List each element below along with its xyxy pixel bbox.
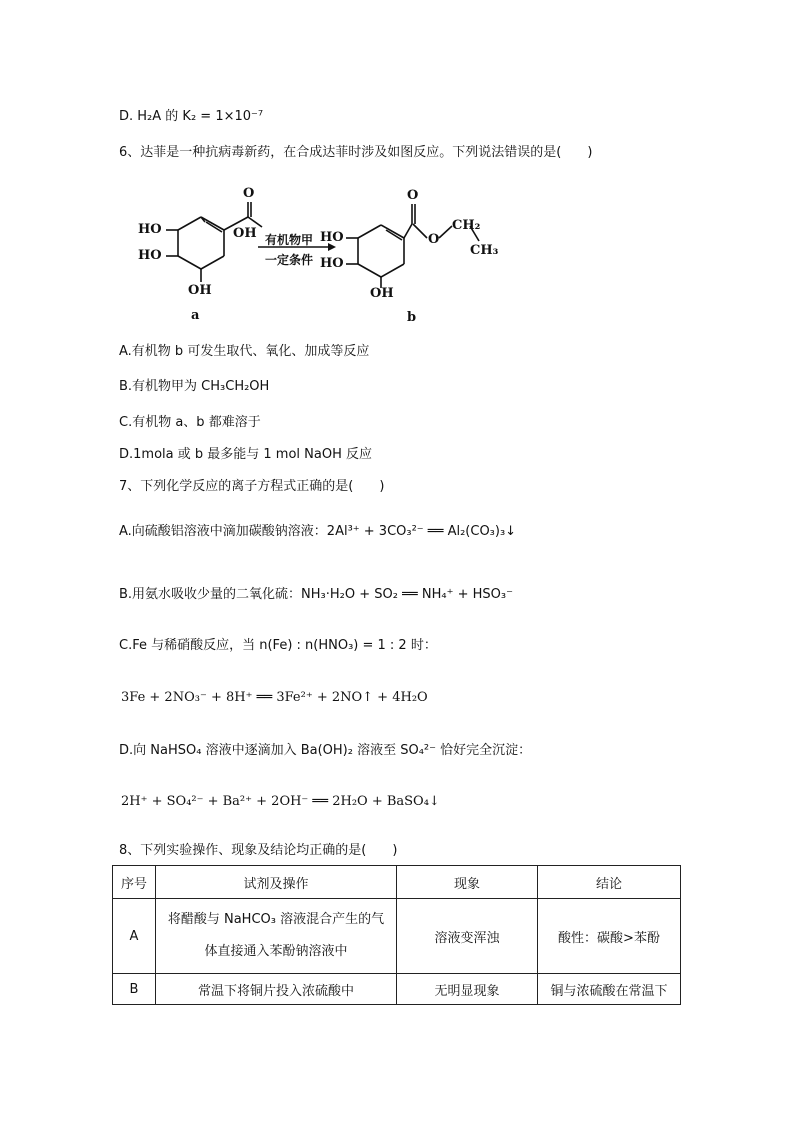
q7-option-a: A.向硫酸铝溶液中滴加碳酸钠溶液：2Al³⁺ + 3CO₃²⁻ ══ Al₂(CO₃)₃↓ xyxy=(119,524,517,539)
q7-option-c-equation: 3Fe + 2NO₃⁻ + 8H⁺ ══ 3Fe²⁺ + 2NO↑ + 4H₂O xyxy=(121,690,428,705)
q6-option-c: C.有机物 a、b 都难溶于 xyxy=(119,415,261,430)
row-conclusion: 铜与浓硫酸在常温下 xyxy=(538,974,681,1005)
reaction-scheme xyxy=(130,180,510,330)
q6-option-a: A.有机物 b 可发生取代、氧化、加成等反应 xyxy=(119,344,370,359)
b-ch2: CH₂ xyxy=(452,218,481,233)
b-ester-o: O xyxy=(428,232,440,247)
compound-b-label: b xyxy=(407,310,417,325)
table-row xyxy=(113,899,681,974)
option-d-ka2: D. H₂A 的 K₂ = 1×10⁻⁷ xyxy=(119,109,264,124)
reaction-scheme-bonds xyxy=(130,180,510,330)
a-carbonyl-o: O xyxy=(243,186,255,201)
b-ch3: CH₃ xyxy=(470,243,499,258)
a-ho-middle: HO xyxy=(138,248,162,263)
a-carboxyl-oh: OH xyxy=(233,226,257,241)
row-id: A xyxy=(113,899,156,974)
reagent-bottom-label: 一定条件 xyxy=(265,253,314,267)
header-id: 序号 xyxy=(113,866,156,899)
a-oh-bottom: OH xyxy=(188,283,212,298)
question-6-stem: 6、达菲是一种抗病毒新药，在合成达菲时涉及如图反应。下列说法错误的是( ) xyxy=(119,145,593,160)
q7-option-c: C.Fe 与稀硝酸反应，当 n(Fe) : n(HNO₃) = 1 : 2 时： xyxy=(119,638,437,653)
header-conclusion: 结论 xyxy=(538,866,681,899)
experiment-table xyxy=(112,865,681,1005)
q7-option-d-equation: 2H⁺ + SO₄²⁻ + Ba²⁺ + 2OH⁻ ══ 2H₂O + BaSO₄↓ xyxy=(121,794,440,809)
header-phenomenon: 现象 xyxy=(397,866,538,899)
a-ho-top: HO xyxy=(138,222,162,237)
q7-option-b: B.用氨水吸收少量的二氧化硫：NH₃·H₂O + SO₂ ══ NH₄⁺ + HSO₃⁻ xyxy=(119,587,513,602)
question-7-stem: 7、下列化学反应的离子方程式正确的是( ) xyxy=(119,479,385,494)
reagent-top-label: 有机物甲 xyxy=(265,233,314,247)
row-phenomenon: 无明显现象 xyxy=(397,974,538,1005)
row-operation xyxy=(156,899,397,974)
row-id: B xyxy=(113,974,156,1005)
row-operation: 常温下将铜片投入浓硫酸中 xyxy=(156,974,397,1005)
row-conclusion: 酸性：碳酸>苯酚 xyxy=(538,899,681,974)
q6-option-d: D.1mola 或 b 最多能与 1 mol NaOH 反应 xyxy=(119,447,372,462)
header-operation: 试剂及操作 xyxy=(156,866,397,899)
b-ho-top: HO xyxy=(320,230,344,245)
b-ho-middle: HO xyxy=(320,256,344,271)
b-oh-bottom: OH xyxy=(370,286,394,301)
question-8-stem: 8、下列实验操作、现象及结论均正确的是( ) xyxy=(119,843,398,858)
q6-option-b: B.有机物甲为 CH₃CH₂OH xyxy=(119,379,270,394)
row-operation-line: 体直接通入苯酚钠溶液中 xyxy=(204,944,348,959)
b-carbonyl-o: O xyxy=(407,188,419,203)
compound-a-label: a xyxy=(191,308,200,323)
q7-option-d: D.向 NaHSO₄ 溶液中逐滴加入 Ba(OH)₂ 溶液至 SO₄²⁻ 恰好完全沉淀： xyxy=(119,743,532,758)
row-phenomenon: 溶液变浑浊 xyxy=(397,899,538,974)
row-operation-line: 将醋酸与 NaHCO₃ 溶液混合产生的气 xyxy=(167,912,385,927)
table-row xyxy=(113,974,681,1005)
table-header-row xyxy=(113,866,681,899)
